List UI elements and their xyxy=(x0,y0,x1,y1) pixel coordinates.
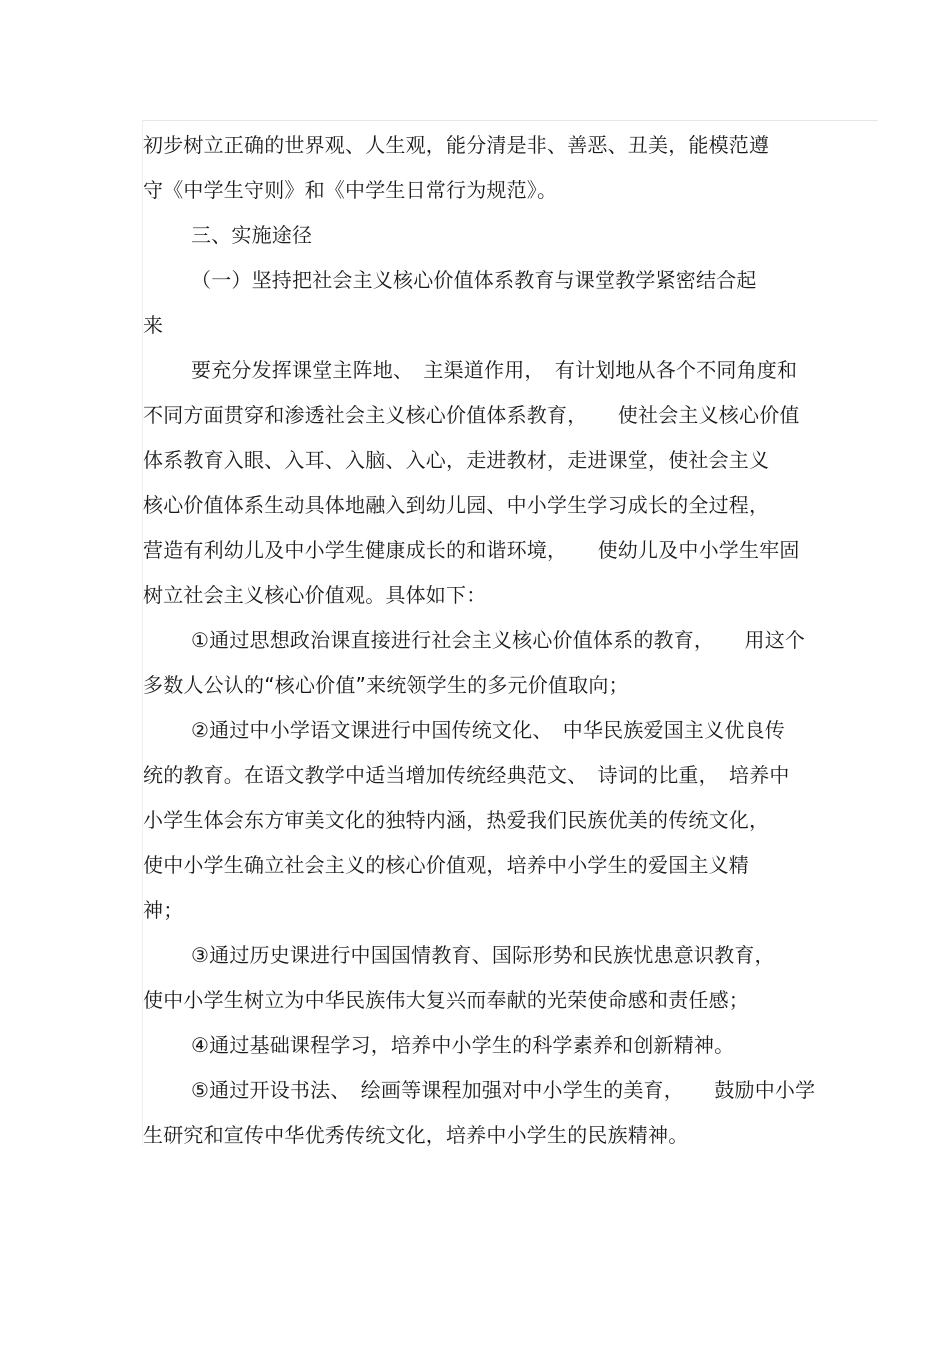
text-line: 守《中学生守则》和《中学生日常行为规范》。 xyxy=(143,178,558,202)
text-line: 不同方面贯穿和渗透社会主义核心价值体系教育， 使社会主义核心价值 xyxy=(143,403,800,427)
text-line: 使中小学生确立社会主义的核心价值观，培养中小学生的爱国主义精 xyxy=(143,853,749,877)
subsection-heading: （一）坚持把社会主义核心价值体系教育与课堂教学紧密结合起 xyxy=(191,268,757,292)
text-line: 树立社会主义核心价值观。具体如下： xyxy=(143,583,487,607)
text-line: 多数人公认的“核心价值”来统领学生的多元价值取向； xyxy=(143,673,629,697)
top-rule xyxy=(143,120,878,121)
text-line: 神； xyxy=(143,898,184,922)
text-line: 统的教育。在语文教学中适当增加传统经典范文、 诗词的比重， 培养中 xyxy=(143,763,790,787)
section-heading: 三、实施途径 xyxy=(191,223,313,247)
text-line: 要充分发挥课堂主阵地、 主渠道作用， 有计划地从各个不同角度和 xyxy=(191,358,798,382)
list-item: ②通过中小学语文课进行中国传统文化、 中华民族爱国主义优良传 xyxy=(191,718,785,742)
text-line: 初步树立正确的世界观、人生观，能分清是非、善恶、丑美，能模范遵 xyxy=(143,133,770,157)
text-line: 生研究和宣传中华优秀传统文化，培养中小学生的民族精神。 xyxy=(143,1123,689,1147)
list-item: ①通过思想政治课直接进行社会主义核心价值体系的教育， 用这个 xyxy=(191,628,806,652)
text-line: 小学生体会东方审美文化的独特内涵，热爱我们民族优美的传统文化， xyxy=(143,808,770,832)
text-line: 核心价值体系生动具体地融入到幼儿园、中小学生学习成长的全过程， xyxy=(143,493,770,517)
list-item: ③通过历史课进行中国国情教育、国际形势和民族忧患意识教育， xyxy=(191,943,775,967)
text-line: 使中小学生树立为中华民族伟大复兴而奉献的光荣使命感和责任感； xyxy=(143,988,749,1012)
text-line: 营造有利幼儿及中小学生健康成长的和谐环境， 使幼儿及中小学生牢固 xyxy=(143,538,800,562)
list-item: ④通过基础课程学习，培养中小学生的科学素养和创新精神。 xyxy=(191,1033,735,1057)
text-line: 体系教育入眼、入耳、入脑、入心，走进教材，走进课堂，使社会主义 xyxy=(143,448,770,472)
subsection-heading: 来 xyxy=(143,313,164,337)
list-item: ⑤通过开设书法、 绘画等课程加强对中小学生的美育， 鼓励中小学 xyxy=(191,1078,816,1102)
